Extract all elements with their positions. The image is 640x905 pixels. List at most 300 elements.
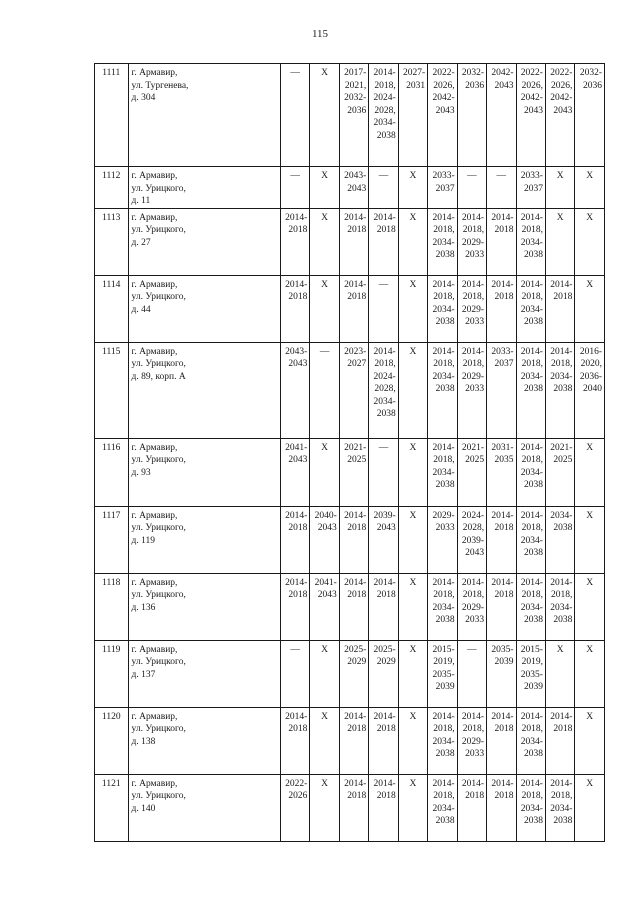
period-line: 2036: [583, 80, 602, 91]
period-cell: [398, 573, 427, 640]
period-line: 2018: [376, 724, 396, 734]
row-number: 1117: [95, 506, 129, 573]
period-line: 2032-: [461, 68, 485, 78]
period-line: 2033: [465, 615, 485, 625]
period-line: 2014-: [432, 577, 455, 588]
period-cell: [575, 774, 605, 841]
period-cell: [398, 774, 427, 841]
period-line: 2038: [523, 480, 543, 490]
period-line: 2014-: [373, 68, 396, 78]
period-line: 2034-: [432, 467, 455, 478]
period-line: 2018,: [374, 359, 396, 369]
period-line: 2026,: [433, 80, 455, 91]
address-line: д. 136: [131, 602, 156, 613]
period-line: 2038: [523, 816, 543, 826]
period-line: —: [378, 279, 389, 290]
period-line: 2028,: [462, 523, 485, 533]
period-line: X: [321, 442, 328, 453]
period-line: 2034-: [520, 304, 543, 315]
period-line: 2018: [376, 590, 396, 600]
period-line: 2018,: [462, 724, 485, 734]
period-line: 2018: [494, 791, 514, 801]
period-line: 2034-: [550, 510, 573, 521]
period-line: 2014-: [491, 279, 514, 290]
period-line: 2034-: [520, 371, 543, 382]
period-line: 2014-: [285, 577, 308, 588]
period-line: 2014-: [491, 510, 514, 521]
period-line: X: [556, 644, 564, 655]
period-line: X: [586, 577, 594, 588]
period-line: 2014-: [432, 279, 455, 290]
period-line: 2014-: [461, 212, 485, 223]
period-line: —: [467, 171, 477, 181]
row-number: 1115: [95, 342, 129, 438]
period-line: X: [586, 644, 594, 655]
period-cell: [369, 275, 398, 342]
period-line: 2014-: [520, 279, 543, 290]
row-number: 1118: [95, 573, 129, 640]
period-line: 2014-: [344, 778, 367, 789]
address-line: д. 140: [131, 803, 156, 814]
period-cell: [575, 573, 605, 640]
period-line: 2018: [347, 292, 367, 302]
period-line: 2014-: [461, 577, 485, 588]
address-line: г. Армавир,: [131, 442, 178, 453]
period-cell: [487, 167, 516, 209]
period-cell: [575, 506, 605, 573]
period-cell: [487, 64, 516, 167]
period-cell: [545, 506, 574, 573]
period-line: 2018,: [521, 359, 543, 369]
period-line: 2026,: [521, 80, 543, 91]
period-line: 2039-: [461, 535, 485, 546]
address-line: г. Армавир,: [131, 346, 178, 357]
table-row: [95, 64, 605, 167]
period-line: 2033: [435, 523, 455, 533]
period-cell: [457, 438, 486, 506]
address-line: ул. Урицкого,: [131, 225, 186, 235]
period-line: 2034-: [550, 602, 573, 613]
period-cell: [339, 167, 368, 209]
table-row: [95, 640, 605, 707]
table-row: [95, 208, 605, 275]
address-line: д. 119: [131, 535, 155, 546]
period-cell: [428, 275, 457, 342]
period-cell: [369, 707, 398, 774]
address-cell: [128, 342, 280, 438]
period-line: 2043: [523, 105, 543, 116]
period-line: 2038: [376, 130, 396, 141]
address-line: г. Армавир,: [131, 68, 178, 78]
period-line: 2018,: [462, 359, 485, 369]
period-line: 2033-: [491, 346, 514, 357]
period-line: 2018: [494, 724, 514, 734]
period-cell: [310, 506, 339, 573]
period-line: 2038: [523, 384, 543, 394]
period-line: 2018,: [462, 225, 485, 235]
period-line: —: [496, 171, 507, 181]
period-cell: [369, 774, 398, 841]
period-cell: [398, 506, 427, 573]
period-cell: [339, 64, 368, 167]
period-line: 2027: [347, 359, 367, 369]
period-cell: [280, 506, 309, 573]
period-line: —: [467, 644, 477, 655]
period-cell: [428, 573, 457, 640]
period-cell: [516, 167, 545, 209]
period-line: 2018,: [521, 590, 543, 600]
period-line: 2034-: [432, 736, 455, 747]
period-cell: [487, 275, 516, 342]
period-cell: [575, 167, 605, 209]
period-line: 2014-: [344, 279, 367, 290]
period-cell: [398, 167, 427, 209]
period-line: 2037: [435, 183, 455, 194]
address-line: д. 93: [131, 467, 151, 478]
period-cell: [545, 573, 574, 640]
period-line: 2037: [523, 183, 543, 194]
period-line: 2038: [435, 615, 455, 625]
period-line: 2018,: [551, 359, 573, 369]
period-cell: [545, 707, 574, 774]
address-line: ул. Урицкого,: [131, 791, 186, 801]
period-line: 2042-: [432, 93, 455, 103]
period-cell: [575, 640, 605, 707]
address-cell: [128, 506, 280, 573]
period-line: 2034-: [520, 736, 543, 747]
period-line: 2022-: [432, 68, 455, 78]
period-line: 2023-: [344, 346, 367, 357]
period-line: 2038: [553, 615, 573, 625]
period-line: 2014-: [520, 577, 543, 588]
period-line: 2034-: [520, 602, 543, 613]
period-cell: [339, 506, 368, 573]
period-line: 2038: [553, 816, 573, 826]
period-line: 2040-: [314, 510, 337, 521]
address-cell: [128, 774, 280, 841]
period-line: 2014-: [373, 577, 396, 588]
period-cell: [428, 707, 457, 774]
period-cell: [428, 342, 457, 438]
period-line: 2038: [435, 317, 455, 327]
period-line: 2029-: [461, 237, 485, 248]
period-line: —: [378, 171, 389, 181]
period-line: X: [409, 711, 417, 722]
period-cell: [575, 438, 605, 506]
period-line: 2014-: [550, 711, 573, 722]
period-line: 2027-: [402, 68, 426, 78]
period-cell: [280, 64, 309, 167]
period-cell: [428, 774, 457, 841]
period-line: 2021-: [461, 442, 485, 453]
period-line: X: [409, 577, 417, 588]
period-cell: [369, 506, 398, 573]
period-cell: [339, 640, 368, 707]
period-line: 2018: [494, 523, 514, 533]
period-line: 2014-: [461, 279, 485, 290]
period-cell: [457, 167, 486, 209]
period-cell: [339, 774, 368, 841]
period-cell: [516, 506, 545, 573]
period-line: 2034-: [373, 396, 396, 407]
address-cell: [128, 438, 280, 506]
period-line: —: [290, 68, 300, 78]
period-line: 2018: [288, 225, 308, 235]
period-line: 2038: [435, 816, 455, 826]
address-line: г. Армавир,: [131, 171, 178, 181]
period-cell: [369, 208, 398, 275]
period-line: 2025-: [344, 644, 367, 655]
row-number: 1111: [95, 64, 129, 167]
period-line: 2014-: [285, 279, 308, 290]
address-line: ул. Урицкого,: [131, 292, 186, 302]
period-line: 2034-: [432, 803, 455, 814]
period-cell: [339, 438, 368, 506]
period-cell: [339, 275, 368, 342]
period-cell: [545, 64, 574, 167]
period-line: 2018: [347, 590, 367, 600]
period-line: 2014-: [520, 510, 543, 521]
period-line: 2014-: [285, 711, 308, 722]
period-line: 2018,: [521, 292, 543, 302]
period-line: X: [321, 279, 328, 290]
address-line: д. 11: [131, 196, 151, 206]
period-line: 2018,: [551, 590, 573, 600]
period-line: 2014-: [373, 778, 396, 789]
period-line: 2018,: [433, 724, 455, 734]
period-line: 2024-: [373, 371, 396, 382]
address-cell: [128, 64, 280, 167]
period-cell: [369, 640, 398, 707]
period-cell: [428, 208, 457, 275]
period-line: 2038: [435, 384, 455, 394]
address-line: ул. Урицкого,: [131, 359, 186, 369]
period-line: 2029-: [461, 736, 485, 747]
period-line: 2043: [317, 590, 337, 600]
period-cell: [487, 506, 516, 573]
address-line: ул. Урицкого,: [131, 590, 186, 600]
address-line: г. Армавир,: [131, 711, 178, 722]
period-line: 2025: [553, 455, 573, 465]
period-line: 2033: [465, 317, 485, 327]
period-line: 2028,: [374, 384, 396, 394]
period-line: 2014-: [432, 346, 455, 357]
period-line: 2042-: [491, 68, 514, 78]
period-line: 2043: [553, 105, 573, 116]
period-line: 2021,: [344, 80, 367, 91]
period-line: 2014-: [285, 212, 308, 223]
period-line: X: [409, 171, 417, 181]
period-line: 2018: [288, 590, 308, 600]
table-row: [95, 707, 605, 774]
period-line: 2041-: [285, 442, 308, 453]
period-line: 2018,: [521, 225, 543, 235]
period-cell: [339, 342, 368, 438]
period-cell: [339, 707, 368, 774]
period-cell: [369, 573, 398, 640]
address-cell: [128, 208, 280, 275]
period-line: —: [319, 346, 330, 357]
period-line: 2014-: [344, 510, 367, 521]
period-line: 2034-: [520, 803, 543, 814]
period-cell: [428, 438, 457, 506]
address-line: г. Армавир,: [131, 510, 178, 521]
period-line: 2033-: [520, 171, 543, 181]
address-line: г. Армавир,: [131, 577, 178, 588]
address-line: д. 138: [131, 736, 156, 747]
address-line: д. 44: [131, 304, 151, 315]
period-line: 2016-: [579, 346, 602, 357]
period-line: 2018,: [521, 791, 543, 801]
period-line: 2029-: [432, 510, 455, 521]
period-cell: [516, 640, 545, 707]
table-row: [95, 167, 605, 209]
row-number: 1112: [95, 167, 129, 209]
table-row: [95, 506, 605, 573]
period-cell: [516, 208, 545, 275]
period-line: X: [586, 711, 594, 722]
address-line: ул. Урицкого,: [131, 724, 186, 734]
period-line: 2014-: [550, 577, 573, 588]
period-line: 2014-: [461, 778, 485, 789]
period-line: 2018: [553, 724, 573, 734]
period-line: 2022-: [285, 778, 308, 789]
period-line: 2038: [523, 548, 543, 558]
period-line: 2034-: [432, 602, 455, 613]
period-line: 2018,: [521, 523, 543, 533]
address-line: г. Армавир,: [131, 778, 178, 789]
period-cell: [457, 342, 486, 438]
period-line: 2014-: [373, 711, 396, 722]
period-line: 2037: [494, 359, 514, 369]
address-line: ул. Урицкого,: [131, 523, 186, 533]
period-cell: [457, 275, 486, 342]
period-line: 2036-: [579, 371, 602, 382]
address-line: ул. Урицкого,: [131, 183, 186, 194]
period-line: 2014-: [520, 711, 543, 722]
period-cell: [545, 774, 574, 841]
period-cell: [516, 342, 545, 438]
period-line: 2018,: [433, 455, 455, 465]
period-line: 2018,: [521, 455, 543, 465]
period-line: 2022-: [520, 68, 543, 78]
period-line: 2029: [376, 657, 396, 667]
address-line: д. 137: [131, 669, 156, 680]
period-cell: [545, 208, 574, 275]
period-line: 2025: [347, 455, 367, 465]
period-line: 2038: [435, 749, 455, 759]
period-cell: [280, 342, 309, 438]
period-line: —: [290, 171, 300, 181]
period-cell: [369, 342, 398, 438]
period-cell: [280, 438, 309, 506]
period-line: 2038: [553, 523, 573, 533]
period-line: 2035-: [520, 669, 543, 680]
period-line: 2038: [553, 384, 573, 394]
period-cell: [398, 275, 427, 342]
period-line: 2043: [347, 183, 367, 194]
period-line: 2018: [553, 292, 573, 302]
period-line: 2014-: [285, 510, 308, 521]
address-line: ул. Урицкого,: [131, 455, 186, 465]
period-line: 2043: [465, 548, 485, 558]
period-line: 2014-: [520, 212, 543, 223]
period-cell: [516, 275, 545, 342]
period-cell: [398, 64, 427, 167]
row-number: 1116: [95, 438, 129, 506]
period-line: X: [556, 212, 564, 223]
period-cell: [280, 208, 309, 275]
period-line: 2043: [376, 523, 396, 533]
period-line: 2018: [376, 791, 396, 801]
period-line: 2014-: [373, 212, 396, 223]
period-line: 2018,: [521, 724, 543, 734]
period-line: X: [321, 212, 328, 223]
period-cell: [398, 438, 427, 506]
period-line: 2043: [288, 455, 308, 465]
address-cell: [128, 275, 280, 342]
period-cell: [280, 707, 309, 774]
period-cell: [575, 707, 605, 774]
period-line: 2039-: [373, 510, 396, 521]
period-line: 2031: [406, 80, 426, 91]
period-cell: [487, 707, 516, 774]
period-line: 2018: [376, 225, 396, 235]
address-cell: [128, 573, 280, 640]
period-line: X: [409, 346, 417, 357]
period-line: 2034-: [520, 535, 543, 546]
period-line: 2017-: [344, 68, 367, 78]
address-cell: [128, 640, 280, 707]
address-line: ул. Урицкого,: [131, 657, 186, 667]
period-line: 2035: [494, 455, 514, 465]
period-line: X: [556, 171, 564, 181]
period-line: 2018: [494, 590, 514, 600]
period-line: 2035-: [432, 669, 455, 680]
address-line: г. Армавир,: [131, 212, 178, 223]
period-line: 2014-: [344, 212, 367, 223]
period-cell: [310, 707, 339, 774]
period-cell: [516, 438, 545, 506]
period-cell: [457, 707, 486, 774]
period-cell: [310, 573, 339, 640]
period-line: 2018,: [433, 225, 455, 235]
period-line: 2033: [465, 749, 485, 759]
period-cell: [339, 573, 368, 640]
period-line: 2036: [347, 105, 367, 116]
period-cell: [516, 573, 545, 640]
period-line: 2018,: [551, 791, 573, 801]
period-line: 2014-: [432, 442, 455, 453]
period-cell: [545, 640, 574, 707]
period-line: 2032-: [344, 93, 367, 103]
period-cell: [457, 573, 486, 640]
period-line: 2019,: [433, 657, 455, 667]
period-line: 2038: [523, 250, 543, 260]
period-line: 2018: [288, 724, 308, 734]
period-line: 2018,: [433, 590, 455, 600]
period-cell: [545, 438, 574, 506]
period-line: 2043-: [285, 346, 308, 357]
period-line: 2029: [347, 657, 367, 667]
period-cell: [428, 64, 457, 167]
schedule-table: [94, 63, 605, 842]
period-line: 2039: [523, 682, 543, 692]
period-line: —: [378, 442, 389, 453]
period-line: X: [409, 644, 417, 655]
period-cell: [398, 707, 427, 774]
period-line: X: [321, 171, 328, 181]
